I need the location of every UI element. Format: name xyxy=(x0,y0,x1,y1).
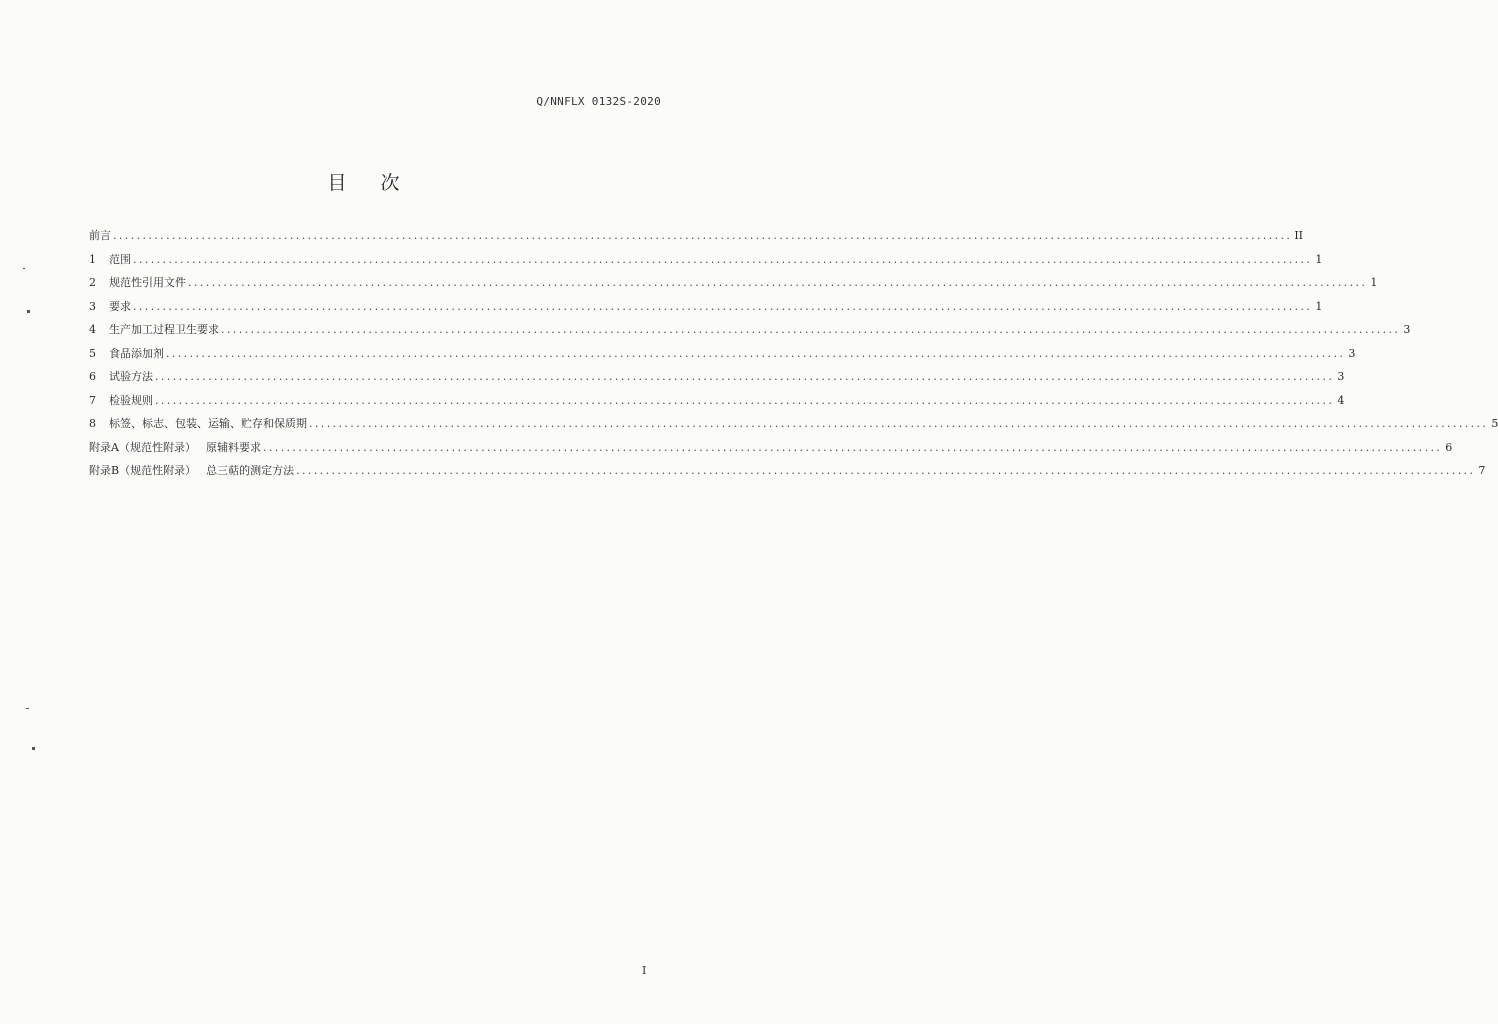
toc-entry-number: 4 xyxy=(89,323,96,336)
toc-entry-page: 3 xyxy=(1348,346,1356,360)
toc-entry-page: II xyxy=(1294,229,1304,242)
toc-leader-dots: ........................................................................................................................................................................................................ xyxy=(133,252,1313,266)
toc-entry-label: 附录B（规范性附录） xyxy=(89,464,197,477)
toc-entry[interactable] xyxy=(89,252,1323,276)
toc-entry-label: 附录A（规范性附录） xyxy=(89,440,196,454)
toc-leader-dots: ........................................................................................................................................................................................................ xyxy=(113,229,1293,242)
toc-entry-label: 检验规则 xyxy=(109,393,153,407)
toc-leader-dots: ........................................................................................................................................................................................................ xyxy=(133,299,1313,313)
toc-entry-page: 3 xyxy=(1403,323,1411,336)
toc-entry-page: 5 xyxy=(1491,417,1498,430)
toc-entry-label: 生产加工过程卫生要求 xyxy=(109,323,219,336)
toc-entry-page: 1 xyxy=(1315,299,1323,313)
toc-entry-sublabel: 原辅料要求 xyxy=(205,440,261,454)
toc-entry-page: 3 xyxy=(1337,370,1345,383)
page-number: I xyxy=(642,964,647,977)
document-code: Q/NNFLX 0132S-2020 xyxy=(536,95,661,108)
toc-list xyxy=(89,228,1498,487)
toc-entry-number: 6 xyxy=(89,370,96,383)
toc-entry[interactable] xyxy=(89,275,1378,299)
toc-entry-page: 1 xyxy=(1370,276,1378,289)
toc-entry-number: 2 xyxy=(89,276,96,289)
toc-entry[interactable] xyxy=(89,440,1453,464)
toc-entry-number: 7 xyxy=(89,393,96,407)
toc-entry[interactable] xyxy=(89,393,1345,417)
toc-entry-sublabel: 总三萜的测定方法 xyxy=(206,464,295,477)
toc-entry-page: 1 xyxy=(1315,252,1323,266)
toc-entry-label: 试验方法 xyxy=(109,370,153,383)
toc-leader-dots: ........................................................................................................................................................................................................ xyxy=(155,370,1335,383)
toc-title: 目 次 xyxy=(327,172,414,194)
toc-entry-number: 1 xyxy=(89,252,96,266)
toc-entry[interactable] xyxy=(89,463,1486,487)
toc-leader-dots: ........................................................................................................................................................................................................ xyxy=(262,440,1443,454)
scan-speck xyxy=(27,310,30,313)
toc-entry-label: 规范性引用文件 xyxy=(109,276,186,289)
toc-leader-dots: ........................................................................................................................................................................................................ xyxy=(309,417,1489,430)
toc-entry[interactable] xyxy=(89,369,1345,393)
toc-entry-label: 前言 xyxy=(89,229,111,242)
toc-leader-dots: ........................................................................................................................................................................................................ xyxy=(296,464,1476,477)
toc-entry-label: 范围 xyxy=(109,252,131,266)
toc-entry-label: 标签、标志、包装、运输、贮存和保质期 xyxy=(109,417,307,430)
toc-leader-dots: ........................................................................................................................................................................................................ xyxy=(166,346,1346,360)
toc-leader-dots: ........................................................................................................................................................................................................ xyxy=(221,323,1401,336)
toc-entry-page: 6 xyxy=(1445,440,1453,454)
scan-speck xyxy=(23,268,25,269)
toc-entry[interactable] xyxy=(89,322,1411,346)
scan-speck xyxy=(26,708,29,709)
toc-entry-label: 食品添加剂 xyxy=(109,346,164,360)
toc-entry[interactable] xyxy=(89,416,1498,440)
toc-leader-dots: ........................................................................................................................................................................................................ xyxy=(188,276,1368,289)
toc-entry-page: 7 xyxy=(1478,464,1486,477)
toc-entry-page: 4 xyxy=(1337,393,1345,407)
toc-entry-number: 8 xyxy=(89,417,96,430)
scan-speck xyxy=(32,747,35,750)
toc-entry-number: 5 xyxy=(89,346,96,360)
toc-entry[interactable] xyxy=(89,299,1323,323)
toc-leader-dots: ........................................................................................................................................................................................................ xyxy=(155,393,1335,407)
toc-entry-label: 要求 xyxy=(109,299,131,313)
toc-entry-number: 3 xyxy=(89,299,96,313)
toc-entry[interactable] xyxy=(89,228,1304,252)
toc-entry[interactable] xyxy=(89,346,1356,370)
